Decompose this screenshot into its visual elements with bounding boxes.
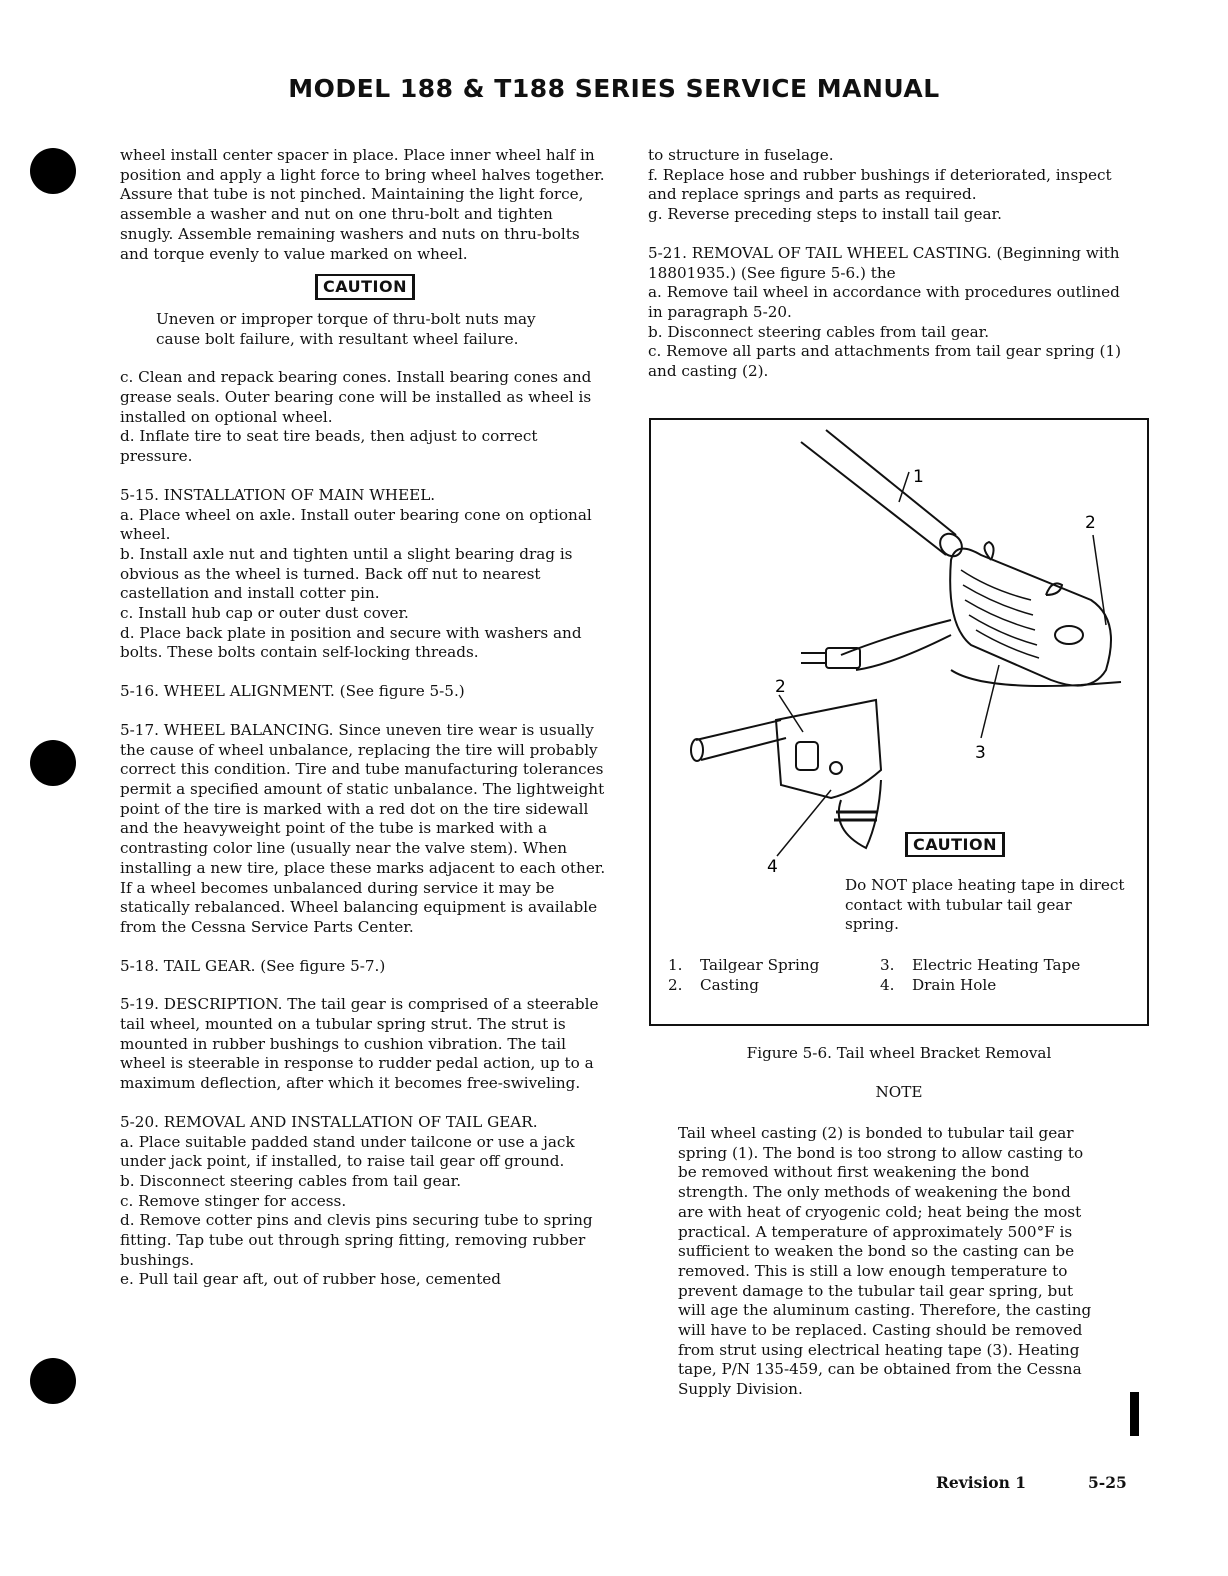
caution-label: CAUTION: [315, 274, 415, 300]
step-d: d. Inflate tire to seat tire beads, then adjust to correct pressure.: [120, 427, 538, 466]
section-515-c: c. Install hub cap or outer dust cover.: [120, 604, 409, 623]
binder-hole-middle: [30, 740, 76, 786]
callout-3: 3: [975, 743, 986, 763]
section-520-title: 5-20. REMOVAL AND INSTALLATION OF TAIL GEAR.: [120, 1112, 538, 1131]
legend-label: Drain Hole: [912, 976, 997, 994]
callout-2-bottom: 2: [775, 677, 786, 697]
section-520-b: b. Disconnect steering cables from tail gear.: [120, 1171, 462, 1190]
section-521-c: c. Remove all parts and attachments from tail gear spring (1) and casting (2).: [648, 342, 1122, 381]
caution-text: Uneven or improper torque of thru-bolt nuts may cause bolt failure, with resultant wheel failure.: [156, 309, 536, 348]
section-517: 5-17. WHEEL BALANCING. Since uneven tire wear is usually the cause of wheel unbalance, replacing the tire will probably correct this condition. Tire and tube manufacturing tolerances permit a specified amount of static unbalance. The lightweight point of the tire is marked with a red dot on the tire sidewall and the heavyweight point of the tube is marked with a contrasting color line (usually near the valve stem). When installing a new tire, place these marks adjacent to each other. If a wheel becomes unbalanced during service it may be statically rebalanced. Wheel balancing equipment is available from the Cessna Service Parts Center.: [120, 720, 606, 936]
continued-text: to structure in fuselage.: [648, 146, 834, 164]
section-518: 5-18. TAIL GEAR. (See figure 5-7.): [120, 956, 386, 975]
section-520-g: g. Reverse preceding steps to install tail gear.: [648, 205, 1002, 224]
page-number: 5-25: [1088, 1473, 1127, 1492]
callout-2-top: 2: [1085, 513, 1096, 533]
legend-label: Tailgear Spring: [700, 956, 820, 974]
revision-label: Revision 1: [936, 1473, 1027, 1492]
legend-num: 2.: [668, 976, 683, 994]
step-c: c. Clean and repack bearing cones. Install bearing cones and grease seals. Outer bearing cone will be installed as wheel is installed on optional wheel.: [120, 368, 592, 426]
figure-legend: [668, 955, 1138, 995]
section-521-a: a. Remove tail wheel in accordance with procedures outlined in paragraph 5-20.: [648, 283, 1120, 321]
left-column: [120, 146, 610, 1290]
callout-4: 4: [767, 857, 778, 877]
section-520-f: f. Replace hose and rubber bushings if deteriorated, inspect and replace springs and parts as required.: [648, 165, 1112, 204]
legend-label: Electric Heating Tape: [912, 956, 1081, 974]
figure-caution-label: CAUTION: [905, 832, 1005, 857]
figure-caption: Figure 5-6. Tail wheel Bracket Removal: [746, 1044, 1052, 1062]
figure-5-6: [649, 418, 1149, 1026]
note-title: NOTE: [875, 1083, 923, 1101]
section-520-c: c. Remove stinger for access.: [120, 1191, 347, 1210]
section-520-e: e. Pull tail gear aft, out of rubber hose, cemented: [120, 1270, 502, 1289]
legend-label: Casting: [700, 976, 759, 994]
callout-1: 1: [913, 467, 924, 487]
section-515-d: d. Place back plate in position and secure with washers and bolts. These bolts contain self-locking threads.: [120, 623, 582, 662]
section-521-title: 5-21. REMOVAL OF TAIL WHEEL CASTING. (Beginning with 18801935.) (See figure 5-6.) the: [648, 243, 1120, 282]
paragraph-intro: wheel install center spacer in place. Place inner wheel half in position and apply a light force to bring wheel halves together. Assure that tube is not pinched. Maintaining the light force, assemble a washer and nut on one thru-bolt and tighten snugly. Assemble remaining washers and nuts on thru-bolts and torque evenly to value marked on wheel.: [120, 146, 605, 263]
legend-num: 4.: [880, 976, 895, 994]
note-body: Tail wheel casting (2) is bonded to tubular tail gear spring (1). The bond is too strong to allow casting to be removed without first weakening the bond strength. The only methods of weakening the bond are with heat of cryogenic cold; heat being the most practical. A temperature of approximately 500°F is sufficient to weaken the bond so the casting can be removed. This is still a low enough temperature to prevent damage to the tubular tail gear spring, but will age the aluminum casting. Therefore, the casting will have to be replaced. Casting should be removed from strut using electrical heating tape (3). Heating tape, P/N 135-459, can be obtained from the Cessna Supply Division.: [678, 1124, 1092, 1399]
binder-hole-bottom: [30, 1358, 76, 1404]
legend-num: 3.: [880, 956, 895, 974]
section-520-a: a. Place suitable padded stand under tailcone or use a jack under jack point, if installed, to raise tail gear off ground.: [120, 1132, 575, 1171]
figure-caution-text: Do NOT place heating tape in direct contact with tubular tail gear spring.: [845, 876, 1125, 934]
section-515-title: 5-15. INSTALLATION OF MAIN WHEEL.: [120, 485, 436, 504]
section-519: 5-19. DESCRIPTION. The tail gear is comprised of a steerable tail wheel, mounted on a tubular spring strut. The strut is mounted in rubber bushings to cushion vibration. The tail wheel is steerable in response to rudder pedal action, up to a maximum deflection, after which it becomes free-swiveling.: [120, 995, 599, 1093]
section-515-b: b. Install axle nut and tighten until a slight bearing drag is obvious as the wheel is turned. Back off nut to nearest castellation and install cotter pin.: [120, 544, 573, 603]
revision-bar: [1130, 1392, 1139, 1436]
right-column: [648, 146, 1138, 382]
section-516: 5-16. WHEEL ALIGNMENT. (See figure 5-5.): [120, 682, 465, 701]
page-title: MODEL 188 & T188 SERIES SERVICE MANUAL: [288, 74, 940, 103]
binder-hole-top: [30, 148, 76, 194]
section-520-d: d. Remove cotter pins and clevis pins securing tube to spring fitting. Tap tube out through spring fitting, removing rubber bushings.: [120, 1211, 593, 1269]
section-521-b: b. Disconnect steering cables from tail gear.: [648, 322, 990, 341]
legend-num: 1.: [668, 956, 683, 974]
section-515-a: a. Place wheel on axle. Install outer bearing cone on optional wheel.: [120, 505, 592, 544]
